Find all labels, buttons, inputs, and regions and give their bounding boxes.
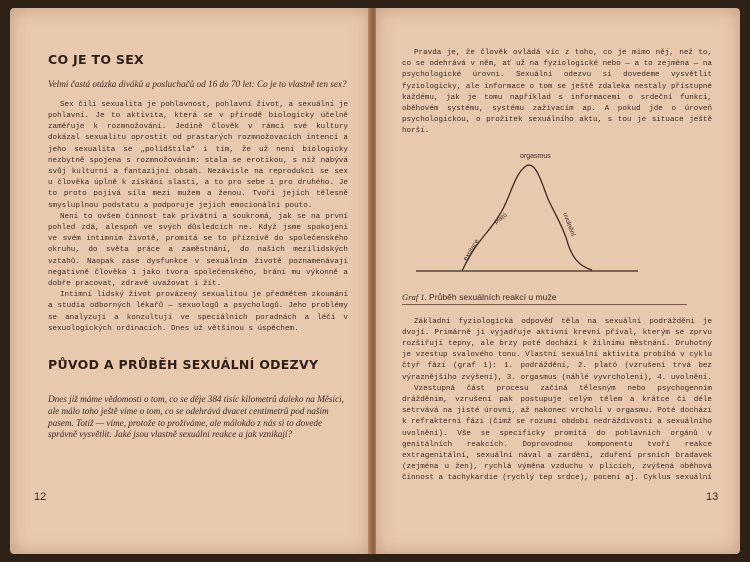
label-excitace: excitace xyxy=(462,237,481,262)
heading-co-je-to-sex: CO JE TO SEX xyxy=(48,52,144,67)
left-page-content xyxy=(48,52,348,441)
label-plato: plató xyxy=(493,211,509,226)
right-page-content xyxy=(402,48,712,485)
heading-puvod: PŮVOD A PRŮBĚH SEXUÁLNÍ ODEZVY xyxy=(48,357,319,373)
label-uvolneni: uvolnění xyxy=(561,211,577,237)
paragraph-r1: Pravda je, že člověk ovládá víc z toho, co je mimo něj, než to, co se odehrává v něm, ať už na fyziologické nebo — a to zejména — na psychologické úrovni. Sexuální odezvu si dovedeme vysvětlit fyziologicky, ale informace o tom se ještě zdaleka nestaly přístupné každému, jak je tomu například s informacemi o srdeční funkci, oběhovém systému, systému zažívacím ap. A pokud jde o úroveň psychologickou, o prožitek sexuálního aktu, s tou je situace ještě horší. xyxy=(402,49,712,136)
graph-caption xyxy=(402,292,712,302)
page-number-left: 12 xyxy=(34,491,47,503)
left-page xyxy=(10,8,370,554)
label-orgasmus: orgasmus xyxy=(520,152,551,160)
paragraph-2: Není to ovšem činnost tak privátní a soukromá, jak se na první pohled zdá, alespoň ve svých důsledcích ne. Když jsme spokojeni ve svém intimním životě, promítá se to příznivě do společenského okruhu, do světa práce a zaměstnání, do našich mezilidských vztahů. Naopak zase dysfunkce v sexuálním životě poznamenávají negativně člověka i jako tvora společenského, brání mu výkonně a dobře pracovat, zdravě uvažovat i žít. xyxy=(48,212,348,289)
paragraph-r3: Vzestupná část procesu začíná tělesným nebo psychogenním drážděním, vzrušení pak postupuje celým tělem a krátce či déle setrvává na jisté úrovni, až nakonec vrcholí v orgasmu. Poté dochází k refrakterní fázi (čímž se rozumí období nedráždivosti a sexuálního uvolnění). Vše se specificky promítá do pohlavních orgánů v genitálních reakcích. Doprovodnou komponentu tvoří reakce extragenitální, sexuální nával a zardění, zduření prsních bradavek (zejména u žen), rychlá výměna vzduchu v plicích, zvýšená oběhová činnost a tachykardie (rychlý tep srdce), pocení aj. Cyklus sexuální xyxy=(402,384,712,483)
response-graph xyxy=(402,144,712,288)
paragraph-r2: Základní fyziologická odpověď těla na sexuální podráždění je dvojí. Primárně ji vyjadřuje aktivní krevní příval, kterým se zprvu rozšiřují tepny, ale brzy poté dochází k žilnímu městnání. Druhotný je vzestup svalového tonu. Vlastní sexuální aktivita probíhá v cyklu čtyř fází (graf 1): 1. podráždění, 2. plató (vzrušení trvá bez výraznějšího zvýšení), 3. orgasmus (náhlé vyvrcholení), 4. uvolnění. xyxy=(402,317,712,382)
caption-rule xyxy=(402,304,687,305)
intro-question: Velmi častá otázka diváků a posluchačů od 16 do 70 let: Co je to vlastně ten sex? xyxy=(48,79,347,89)
response-curve xyxy=(462,165,592,271)
caption-text: Průběh sexuálních reakcí u muže xyxy=(429,291,557,302)
page-number-right: 13 xyxy=(706,491,719,503)
caption-label: Graf 1. xyxy=(402,291,427,302)
italic-paragraph: Dnes již máme vědomosti o tom, co se děje 384 tisíc kilometrů daleko na Měsíci, ale málo toho ještě víme o tom, co se odehrává dvacet centimetrů pod naším pasem. Totiž — víme, protože to prožíváme, ale málokdo z nás si to dovede správně vysvětlit. Jaké jsou vlastně sexuální reakce a jak vznikají? xyxy=(48,394,344,440)
paragraph-1: Sex čili sexualita je pohlavnost, pohlavní život, a sexuální je pohlavní. Je to aktivita, která se v přírodě biologicky účelně zaměřuje k rozmnožování. Jedině člověk v rámci své kultury dokázal sexualitu oprostit od prastarých rozmnožovacích intencí a jeho sexualita se „polidštila“ i tím, že už není biologicky nezbytně spojena s rozmnožováním: stala se erotikou, s níž nabývá svůj kulturní a fantazijní obsah. Nezávisle na reprodukci se sex u člověka úplně k získání slasti, a to pro sebe i pro druhého. Je to proto pojivá síla mezi mužem a ženou. Tvoří jejich tělesně smysluplnou podstatu a podporuje jejich emocionální pouto. xyxy=(48,100,348,210)
response-curve-svg xyxy=(402,144,642,284)
right-page xyxy=(376,8,740,554)
paragraph-3: Intimní lidský život provázený sexualitou je předmětem zkoumání a studia odborných lékařů — sexuologů a psychologů. Jeho problémy se analyzují a konzultují ve speciálních poradnách a léčí v sexuologických ordinacích. Dnes už většinou s úspěchem. xyxy=(48,291,348,333)
